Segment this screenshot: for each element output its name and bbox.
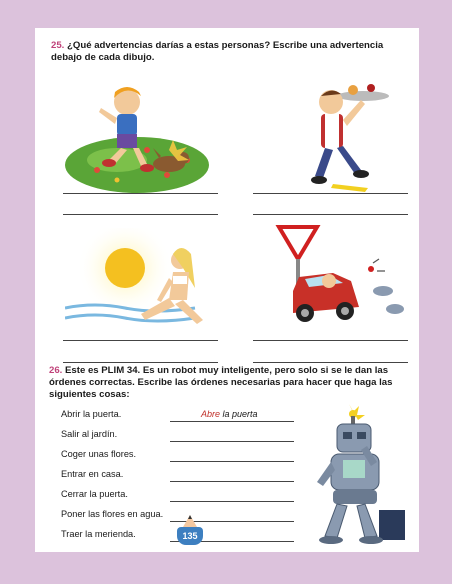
exercise-25-number: 25. xyxy=(51,40,65,51)
task-item: Cerrar la puerta. xyxy=(61,489,128,499)
task-answer-line[interactable] xyxy=(170,501,294,502)
example-answer-verb: Abre xyxy=(201,409,221,419)
exercise-26-text: Este es PLIM 34. Es un robot muy inteligente, pero solo si se le dan las órdenes correctas. Escribe las órdenes necesarias para hacer que haga las siguientes cosas: xyxy=(49,365,393,400)
woman-sunbathing-illustration xyxy=(65,228,225,338)
exercise-25-text: ¿Qué advertencias darías a estas personas? Escribe una advertencia debajo de cada dibujo. xyxy=(51,40,384,63)
answer-line-1[interactable] xyxy=(63,193,218,194)
example-answer-rest: la puerta xyxy=(220,409,258,419)
answer-line-4[interactable] xyxy=(253,214,408,215)
exercise-26-instruction xyxy=(49,365,409,401)
task-answer-line[interactable] xyxy=(170,461,294,462)
task-item: Coger unas flores. xyxy=(61,449,137,459)
boy-with-dog-illustration xyxy=(57,80,217,198)
task-answer-line[interactable] xyxy=(170,421,294,422)
task-answer-line[interactable] xyxy=(170,481,294,482)
task-answer-line[interactable] xyxy=(170,441,294,442)
task-item: Abrir la puerta. xyxy=(61,409,122,419)
example-answer xyxy=(201,409,258,419)
answer-line-8[interactable] xyxy=(253,362,408,363)
task-item: Poner las flores en agua. xyxy=(61,509,164,519)
car-yield-sign-illustration xyxy=(273,221,413,336)
answer-line-5[interactable] xyxy=(63,340,218,341)
answer-line-3[interactable] xyxy=(63,214,218,215)
page-number: 135 xyxy=(177,527,203,545)
waiter-tripping-illustration xyxy=(293,76,403,201)
exercise-25-instruction xyxy=(51,40,411,64)
answer-line-2[interactable] xyxy=(253,193,408,194)
robot-plim-illustration xyxy=(307,398,411,546)
task-item: Traer la merienda. xyxy=(61,529,136,539)
answer-line-7[interactable] xyxy=(63,362,218,363)
workbook-page xyxy=(35,28,419,552)
exercise-26-number: 26. xyxy=(49,365,63,376)
task-item: Salir al jardín. xyxy=(61,429,118,439)
answer-line-6[interactable] xyxy=(253,340,408,341)
task-item: Entrar en casa. xyxy=(61,469,124,479)
